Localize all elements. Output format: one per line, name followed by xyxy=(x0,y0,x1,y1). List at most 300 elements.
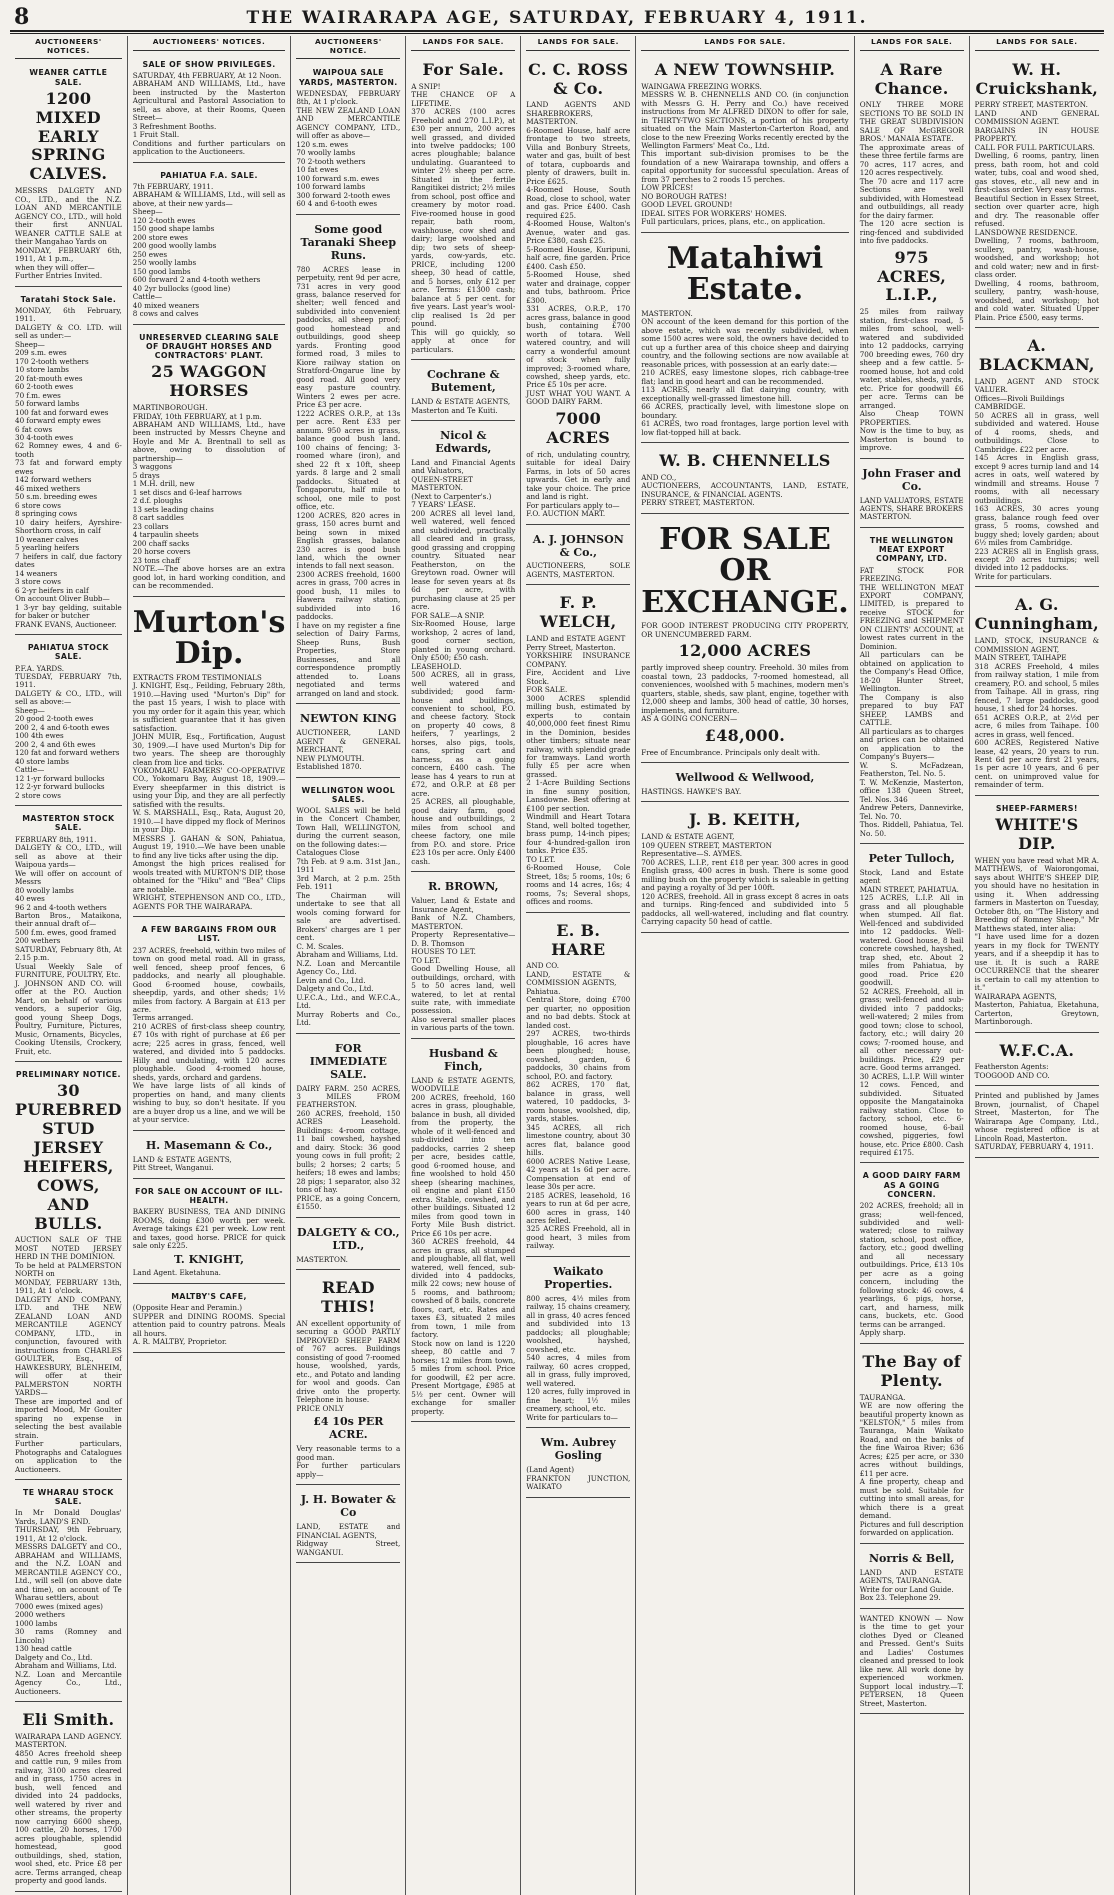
ad-text: Write for our Land Guide. xyxy=(859,1584,954,1594)
ad-text: LAND, ESTATE and FINANCIAL AGENTS, xyxy=(296,1522,401,1540)
ad-text: MONDAY, FEBRUARY 6th, 1911, At 1 p.m., xyxy=(15,245,122,264)
ad-text: Established 1870. xyxy=(296,762,362,772)
ad-feature: T. KNIGHT, xyxy=(174,1252,244,1266)
ad-text: Dwelling, 4 rooms, bathroom, scullery, pantry, wash-house, woodshed, and workshop; hot and cold water. Situated Upper Plain. Price £500, easy terms. xyxy=(974,278,1099,322)
ad-text: LAND AND ESTATE AGENTS, TAURANGA. xyxy=(859,1567,964,1586)
ad-name: Some good Taranaki Sheep Runs. xyxy=(300,222,397,262)
ad-text: 6-Roomed House, half acre frontage to two streets, Villa and Bonbury Streets, water and gas, built of best of totara, cupboards and plenty of drawers, built in. Price £625. xyxy=(526,125,631,186)
ad-text: Also several smaller places in various parts of the town. xyxy=(411,1014,516,1033)
ad-text: 3 waggons xyxy=(132,462,172,472)
advertisement xyxy=(133,328,286,597)
ad-text: 1 3-yr bay gelding, suitable for baker or butcher xyxy=(15,602,122,621)
advertisement xyxy=(860,531,964,844)
ad-text: BAKERY BUSINESS, TEA AND DINING ROOMS, doing £300 worth per week. Average takings £21 per week. Low rent and taxes, good horse. PRICE for quick sale only £225. xyxy=(132,1207,286,1251)
ad-text: To be held at PALMERSTON NORTH on xyxy=(15,1260,122,1279)
ad-text: 1222 ACRES O.R.P., at 13s per acre. Rent £33 per annum. 950 acres in grass, balance good bush land. 100 chains of fencing; 3-roomed whare (iron), and shed 22 ft x 10ft, sheep yards. 8 large and 2 small paddocks. Situated at Tongaporutu, half mile to school, one mile to post office, etc. xyxy=(296,408,401,512)
ad-text: Conditions and further particulars on application to the Auctioneers. xyxy=(132,138,286,157)
ad-display-title: FOR SALE OR EXCHANGE. xyxy=(641,521,849,620)
ad-text: 30 ACRES, L.I.P. Will winter 12 cows. Fenced, and subdivided. Situated opposite the Mangatainoka railway station. Close to factory, school, etc. 6-roomed house, 6-bail cowshed, piggeries, fowl house, etc. Price £800. Cash required £175. xyxy=(859,1071,964,1157)
ad-text: 325 ACRES Freehold, all in good heart, 3 miles from railway. xyxy=(526,1224,631,1251)
ad-text: Windmill and Heart Totara Stand, well bolted together, brass pump, 14-inch pipes; four 4-hundred-gallon iron tanks. Price £35. xyxy=(526,812,631,856)
advertisement xyxy=(526,1260,630,1428)
ad-text: 7000 ewes (mixed ages) xyxy=(15,1601,103,1611)
ad-name: Cochrane & Butement, xyxy=(427,368,500,395)
ad-title: W.F.C.A. xyxy=(999,1040,1075,1060)
ad-heading: MALTBY'S CAFE, xyxy=(171,1291,247,1301)
ad-text: WANTED KNOWN — Now is the time to get your clothes Dyed or Cleaned and Pressed. Gent's Suits and Ladies' Costumes cleaned and pressed to look like new. All work done by experienced workmen. Support local industry.—T. PETERSEN, 18 Queen Street, Masterton. xyxy=(859,1613,964,1708)
column-header: LANDS FOR SALE. xyxy=(411,36,515,51)
ad-text: Write for particulars to— xyxy=(526,1412,618,1422)
advertisement xyxy=(133,600,286,918)
ad-text: In Mr Donald Douglas' Yards, LAND'S END. xyxy=(15,1508,122,1526)
advertisement xyxy=(975,331,1099,587)
ad-text: WAIRARAPA LAND AGENCY. MASTERTON. xyxy=(15,1731,122,1750)
ad-text: FRIDAY, 10th FEBRUARY, at 1 p.m. xyxy=(132,411,262,421)
ad-text: 300 forward 2-tooth ewes xyxy=(296,190,391,200)
ad-text: Stock now on land is 1220 sheep, 80 cattle and 7 horses; 12 miles from town, 5 miles from school. Price for goodwill, £2 per acre. Present Mortgage, £985 at 5½ per cent. Owner will exchange for smaller property. xyxy=(411,1338,516,1416)
ad-text: (Next to Carpenter's.) xyxy=(411,491,492,501)
ad-text: SATURDAY, February 8th, At 2.15 p.m. xyxy=(15,944,122,963)
masthead-rule-thin xyxy=(10,33,1104,34)
ad-text: 250 woolly lambs xyxy=(132,258,197,268)
ad-text: PERRY STREET, MASTERTON. xyxy=(974,100,1088,110)
ad-text: FRANK EVANS, Auctioneer. xyxy=(15,619,117,629)
ad-text: 50 forward lambs xyxy=(15,399,80,409)
ad-title: For Sale. xyxy=(422,59,505,79)
ad-text: 6000 ACRES Native Lease, 42 years at 1s 6d per acre. Compensation at end of lease 30s per acre. xyxy=(526,1156,631,1192)
ad-text: Land and Financial Agents and Valuators, xyxy=(411,457,516,476)
ad-text: 40 2yr bullocks (good line) xyxy=(132,283,231,293)
ad-text: WAIRARAPA AGENTS, xyxy=(974,991,1057,1001)
newspaper-title: THE WAIRARAPA AGE, SATURDAY, FEBRUARY 4, 1911. xyxy=(246,8,868,28)
ad-title: W. B. CHENNELLS xyxy=(659,451,831,471)
ad-heading: PAHIATUA STOCK SALE. xyxy=(27,643,109,662)
advertisement xyxy=(296,63,400,214)
ad-text: 60 2-tooth ewes xyxy=(15,382,74,392)
ad-text: FOR SALE—A SNIP. xyxy=(411,610,485,620)
ad-text: WRIGHT, STEPHENSON AND CO., LTD., AGENTS FOR THE WAIRARAPA. xyxy=(132,893,286,911)
ad-text: 60 4 and 6-tooth ewes xyxy=(296,199,378,209)
ad-text: 30 rams (Romney and Lincoln) xyxy=(15,1627,122,1645)
advertisement xyxy=(296,1273,400,1485)
ad-text: DAIRY FARM. 250 ACRES, 3 MILES FROM FEATHERSTON. xyxy=(296,1083,401,1110)
ad-text: 5-Roomed House, shed water and drainage, copper and tubs, bathroom. Price £300. xyxy=(526,270,631,305)
ad-text: ONLY THREE MORE SECTIONS TO BE SOLD IN THE GREAT SUBDIVISION SALE OF McGREGOR BROS.' MANAIA ESTATE. xyxy=(859,100,964,144)
ad-feature: 975 ACRES, L.I.P., xyxy=(877,247,947,305)
ad-text: YORKSHIRE INSURANCE COMPANY. xyxy=(526,651,631,669)
ad-text: This important sub-division promises to be the foundation of a new Wairarapa township, and offers a capital opportunity for successful speculation. Areas of from 37 perches to 2 roods 15 perches. xyxy=(641,149,849,184)
column-1 xyxy=(10,36,127,1895)
ad-text: LAND AND GENERAL COMMISSION AGENT. xyxy=(974,108,1099,127)
ad-text: JOHN MUIR, Esq., Fortification, August 30, 1909.—I have used Murton's Dip for two years. The sheep are thoroughly clean from lice and ticks. xyxy=(132,732,286,767)
ad-text: MAIN STREET, TAIHAPE xyxy=(974,653,1067,663)
ad-text: 70 2-tooth wethers xyxy=(296,156,366,166)
ad-text: 52 ACRES, Freehold, all in grass; well-fenced and sub-divided into 7 paddocks; well-watered; 2 miles from good town; close to school, factory, etc.; will dairy 20 cows; 7-roomed house, and all other necessary out-buildings. Price, £29 per acre. Good terms arranged. xyxy=(859,986,964,1073)
ad-name: John Fraser and Co. xyxy=(862,466,961,493)
ad-heading: WAIPOUA SALE YARDS, MASTERTON. xyxy=(298,68,398,87)
ad-text: 163 ACRES, 30 acres young grass, balance rough feed over grass, 5 rooms, cowshed and buggy shed; lovely garden; about 6½ miles from Cambridge. xyxy=(974,504,1099,548)
ad-text: WAINGAWA FREEZING WORKS. xyxy=(641,81,762,91)
column-header: LANDS FOR SALE. xyxy=(975,36,1099,51)
ad-text: T. W. McKenzie, Masterton, office 138 Queen Street, Tel. Nos. 346 xyxy=(859,777,964,804)
ad-display-title: Matahiwi Estate. xyxy=(666,240,824,308)
ad-text: DALGETY & CO., LTD., will sell as above:— xyxy=(15,688,122,707)
ad-text: YOKOMARU FARMERS' CO-OPERATIVE CO., Yokomaru Bay, August 18, 1909.—Every sheepfarmer in this district is using your Dip, and they are all perfectly satisfied with the results. xyxy=(132,766,286,809)
ad-text: 40 forward empty ewes xyxy=(15,416,101,426)
ad-text: Cattle— xyxy=(15,765,45,775)
ad-text: WE are now offering the beautiful property known as "KELSTON," 5 miles from Tauranga, Main Waikato Road, and on the banks of the fine Wairoa River; 636 Acres; £25 per acre, or 330 acres without buildings, £11 per acre. xyxy=(859,1401,964,1478)
advertisement xyxy=(296,218,400,705)
ad-text: 3 Refreshment Booths. xyxy=(132,121,217,131)
ad-text: C. M. Scales. xyxy=(296,941,344,951)
ad-text: MESSRS J. GAHAN & SON, Pahiatua, August 19, 1910.—We have been unable to find any live ticks after using the dip. xyxy=(132,833,286,860)
ad-text: 360 ACRES freehold, 44 acres in grass, all stumped and ploughable, all flat, well watered, well fenced, sub-divided into 4 paddocks, milk 22 cows; new house of 5 rooms, and bathroom; cowshed of 8 bails, concrete floors, cart, etc. Rates and taxes £3, situated 2 miles from town, 1 mile from factory. xyxy=(411,1237,516,1340)
ad-text: Pictures and full description forwarded on application. xyxy=(859,1519,964,1538)
ad-text: LOW PRICES! xyxy=(641,183,694,193)
ad-heading: SALE OF SHOW PRIVILEGES. xyxy=(142,59,276,69)
ad-text: LAND & ESTATE AGENTS, WOODVILLE xyxy=(411,1075,516,1094)
ad-name: H. Masemann & Co., xyxy=(145,1138,273,1152)
ad-text: 200 ACRES all level land, well watered, well fenced and subdivided, practically all cleared and in grass, good grassing and cropping country. Situated near Featherston, on the Greytown road. Owner will lease for seven years at 8s 6d per acre, with purchasing clause at 25 per acre. xyxy=(411,508,516,612)
ad-text: Dalgety and Co., Ltd. xyxy=(15,1652,93,1662)
ad-text: CALL FOR FULL PARTICULARS. xyxy=(974,142,1095,152)
ad-text: Also Cheap TOWN PROPERTIES. xyxy=(859,409,964,427)
ad-name: Nicol & Edwards, xyxy=(435,429,492,455)
ad-text: 345 ACRES, all rich limestone country, about 30 acres flat, balance good hills. xyxy=(526,1122,631,1158)
ad-text: J. KNIGHT, Esq., Feilding, February 28th, 1910.—Having used "Murton's Dip" for the past 15 years, I wish to place with you my order for it again this year, which is sufficient guarantee that it has given satisfaction. xyxy=(132,681,286,733)
ad-text: 862 ACRES, 170 flat, balance in grass, well watered, 10 paddocks, 3-room house, woolshed, dip, yards, stables. xyxy=(526,1080,631,1124)
ad-text: LAND & ESTATE AGENTS, xyxy=(411,397,511,407)
ad-text: (Opposite Hear and Peramin.) xyxy=(132,1303,243,1313)
ad-text: MESSRS DALGETY and CO., ABRAHAM and WILLIAMS, and the N.Z. LOAN and MERCANTILE AGENCY CO., Ltd., will sell (on above date and time), on account of Te Wharau settlers, about xyxy=(15,1542,122,1603)
ad-text: The 120 acre section is ring-fenced and subdivided into five paddocks. xyxy=(859,219,964,246)
advertisement xyxy=(133,1134,286,1179)
ad-display-title: Murton's Dip. xyxy=(132,604,286,672)
ad-text: U.F.C.A., Ltd., and W.F.C.A., Ltd. xyxy=(296,992,401,1011)
ad-text: AND CO., xyxy=(641,472,677,482)
ad-text: Pahiatua. xyxy=(526,986,561,996)
ad-name: NEWTON KING xyxy=(300,712,397,726)
ad-text: Andrew Peters, Dannevirke, Tel. No. 70. xyxy=(859,803,964,821)
ad-text: 12 1-yr forward bullocks xyxy=(15,773,105,783)
ad-text: The 70 acre and 117 acre Sections are well subdivided, with Homestead and outbuildings, all ready for the dairy farmer. xyxy=(859,176,964,220)
ad-text: Valuer, Land & Estate and Insurance Agent, xyxy=(411,896,516,914)
ad-text: 202 ACRES, freehold; all in grass; well-fenced, subdivided and well-watered; close to railway station, school, post office, factory, etc.; good dwelling and all necessary outbuildings. Price, £13 10s per acre as a going concern, including the following stock: 46 cows, 4 yearlings, 6 pigs, horse, cart, and harness, milk cans, buckets, etc. Good terms can be arranged. xyxy=(859,1201,964,1329)
ad-text: 6-Roomed House, Cole Street, 18s; 5 rooms, 10s; 6 rooms and 14 acres, 16s; 4 rooms, 7s; Several shops, offices and rooms. xyxy=(526,863,631,907)
masthead-rule xyxy=(10,30,1104,32)
ad-text: 200 2, 4 and 6th ewes xyxy=(15,739,96,749)
ad-text: 780 ACRES lease in perpetuity, rent 9d per acre, 731 acres in very good grass, balance reserved for shelter; well fenced and subdivided into convenient paddocks, all sheep proof; good homestead and outbuildings, good sheep yards. Fronting good formed road, 3 miles to Kiore railway station on Stratford-Ongarue line by good road. All good very easy pasture country. Winters 2 ewes per acre. Price £3 per acre. xyxy=(296,264,401,410)
ad-text: Abraham and Williams, Ltd. xyxy=(296,950,399,960)
ad-name: DALGETY & CO., LTD., xyxy=(297,1225,400,1252)
ad-text: 120 s.m. ewes xyxy=(296,139,349,149)
ad-text: Land Agent. Eketahuna. xyxy=(132,1268,221,1278)
ad-text: 7th Feb. at 9 a.m. 31st Jan., 1911 xyxy=(296,856,401,875)
ad-text: Write for particulars. xyxy=(974,571,1052,581)
ad-text: 70 woolly lambs xyxy=(296,148,356,158)
advertisement xyxy=(860,462,964,528)
ad-text: Bank of N.Z. Chambers, MASTERTON. xyxy=(411,913,516,931)
ad-text: 70 f.m. ewes xyxy=(15,390,61,400)
ad-text: 200 ACRES, freehold, 160 acres in grass, ploughable, balance in bush, all divided from the property, the whole of it well-fenced and sub-divided into ten paddocks, carries 2 sheep per acre, besides cattle, good 6-roomed house, and fine woolshed to hold 450 sheep (shearing machines, oil engine and plant £150 extra. Stable, cowshed, and other buildings. Situated 12 miles from good town in Forty Mile Bush district. Price £6 10s per acre. xyxy=(411,1092,516,1238)
ad-text: Further particulars, Photographs and Catalogues on application to the Auctioneers. xyxy=(15,1439,122,1474)
column-4 xyxy=(405,36,520,1895)
ad-text: SATURDAY, 4th FEBRUARY, At 12 Noon. xyxy=(132,70,282,80)
ad-text: NEW PLYMOUTH. xyxy=(296,753,365,763)
ad-text: "I have used lime for a dozen years in my flock for TWENTY years, and if a sheepdip it has to use it. It is such a RARE OCCURRENCE that the shearer is certain to call my attention to it." xyxy=(974,932,1099,993)
ad-text: 4-Roomed House, South Road, close to school, water and gas. Price £400. Cash required £25. xyxy=(526,185,631,220)
ad-text: Masterton, Pahiatua, Eketahuna, Carterton, Greytown, Martinborough. xyxy=(974,1000,1099,1027)
ad-title: 30 PUREBRED STUD JERSEY HEIFERS, COWS, AND BULLS. xyxy=(15,1081,122,1233)
ad-text: HASTINGS. HAWKE'S BAY. xyxy=(641,786,742,796)
advertisement xyxy=(860,1547,964,1609)
ad-text: Perry Street, Masterton. xyxy=(526,642,616,652)
ad-text: MASTERTON. xyxy=(859,512,912,522)
ad-text: TO LET. xyxy=(526,854,556,864)
advertisement xyxy=(526,588,630,912)
ad-text: Good Dwelling House, all outbuildings, orchard, with 5 to 50 acres land, well watered, to let at rental suite rate, with immediate possession. xyxy=(411,964,516,1016)
ad-text: 318 ACRES Freehold, 4 miles from railway station, 1 mile from creamery, P.O. and school, 5 miles from Taihape. All in grass, ring fenced, 7 large paddocks, good house, 1 shed for 24 horses. xyxy=(974,661,1099,714)
ad-text: 142 forward wethers xyxy=(15,475,92,485)
ad-title: A Rare Chance. xyxy=(874,59,949,98)
ad-text: 20 fat-mouth ewes xyxy=(15,373,83,383)
ad-title: C. C. ROSS & Co. xyxy=(528,59,629,98)
ad-text: 2 d.f. ploughs xyxy=(132,496,183,506)
ad-text: DALGETY & CO., LTD., will sell as above at their Waipoua yards— xyxy=(15,843,122,870)
ad-text: We have large lists of all kinds of properties on hand, and many clients wishing to buy, so don't hesitate. If you are a buyer drop us a line, and we will be at your service. xyxy=(132,1081,286,1125)
ad-text: 250 ewes xyxy=(132,249,168,259)
ad-text: FOR GOOD INTEREST PRODUCING CITY PROPERTY, OR UNENCUMBERED FARM. xyxy=(641,621,849,639)
ad-text: THE WELLINGTON MEAT EXPORT COMPANY, LIMITED, is prepared to receive STOCK for FREEZING and SHIPMENT ON CLIENTS' ACCOUNT, at lowest rates current in the Dominion. xyxy=(859,582,964,651)
ad-text: Apply sharp. xyxy=(859,1328,906,1338)
ad-text: 66 ACRES, practically level, with limestone slope on boundary. xyxy=(641,402,849,420)
ad-text: Sheep— xyxy=(132,207,163,217)
ad-text: THURSDAY, 9th February, 1911, At 12 o'clock. xyxy=(15,1525,122,1543)
ad-text: 4850 Acres freehold sheep and cattle run, 9 miles from railway, 3100 acres cleared and in grass, 1750 acres in bush, well fenced and divided into 24 paddocks, well watered by river and other streams, the property now carrying 6600 sheep, 100 cattle, 20 horses, 1700 acres ploughable, splendid homestead, good outbuildings, shed, station, wool shed, etc. Price £8 per acre. Terms arranged, cheap property and good lands. xyxy=(15,1748,122,1886)
ad-text: 50 ACRES all in grass, well subdivided and watered. House of 4 rooms, sheds, and outbuildings. Close to Cambridge. £22 per acre. xyxy=(974,410,1099,454)
ad-text: Usual Weekly Sale of FURNITURE, POULTRY, Etc. xyxy=(15,961,122,980)
ad-text: LAND AGENT AND STOCK VALUER. xyxy=(974,376,1099,395)
ad-price: £48,000. xyxy=(704,725,786,745)
ad-text: 100 4th ewes xyxy=(15,731,64,741)
ad-text: FAT STOCK FOR FREEZING. xyxy=(859,565,964,584)
ad-text: All particulars as to charges and prices can be obtained on application to the Company's Buyers— xyxy=(859,726,964,762)
ad-text: Pitt Street, Wanganui. xyxy=(132,1163,214,1173)
ad-text: 145 Acres in English grass, except 9 acres turnip land and 14 acres in oats, well watered by windmill and streams. House 7 rooms, with all necessary outbuildings. xyxy=(974,453,1099,505)
ad-name: Husband & Finch, xyxy=(428,1046,498,1073)
ad-text: MASTERTON. xyxy=(296,1254,348,1264)
ad-text: AND CO. xyxy=(526,961,560,971)
ad-text: Stock, Land and Estate agent xyxy=(859,868,964,886)
ad-text: MAIN STREET, PAHIATUA. xyxy=(859,884,959,894)
ad-text: All particulars can be obtained on application to the Company's Head Office, 18-20 Hunter Street, Wellington. xyxy=(859,650,964,694)
ad-text: 5 yearling heifers xyxy=(15,543,80,553)
ad-text: 600 ACRES, Registered Native lease, 42 years, 20 years to run. Rent 6d per acre first 21 years, 1s per acre 10 years, and 6 per cent. on unimproved value for remainder of term. xyxy=(974,738,1099,790)
ad-heading: WEANER CATTLE SALE. xyxy=(29,68,108,87)
ad-text: ABRAHAM AND WILLIAMS, Ltd., have been instructed by the Masterton Agricultural and Pastoral Association to sell, as above, at their Rooms, Queen Street— xyxy=(132,79,286,123)
ad-title: A NEW TOWNSHIP. xyxy=(654,59,836,79)
ad-text: Thos. Riddell, Pahiatua, Tel. No. 50. xyxy=(859,820,964,838)
ad-text: 3000 ACRES splendid milling bush, estimated by experts to contain 40,000,000 feet finest Rimu in the Dominion, besides other timbers; situate near railway, with splendid grade for tramways. Land worth fully £5 per acre when grassed. xyxy=(526,693,631,779)
ad-text: 5-Roomed House, Kuripuni, half acre, fine garden. Price £400. Cash £50. xyxy=(526,244,631,271)
ad-text: AUCTIONEER, LAND AGENT & GENERAL MERCHANT, xyxy=(296,728,401,755)
ad-text: The Chairman will undertake to see that all wools coming forward for sale are advertised. Brokers' charges are 1 per cent. xyxy=(296,890,401,943)
ad-text: MARTINBOROUGH. xyxy=(132,403,208,413)
ad-text: These are imported and of imported Mood, Mr Goulter sparing no expense in selecting the best available strain. xyxy=(15,1396,122,1440)
ad-text: 700 ACRES, L.I.P., rent £18 per year. 300 acres in good English grass, 400 acres in bush. There is some good milling bush on the property which is saleable in getting and paying a royalty of 3d per 100ft. xyxy=(641,857,849,893)
advertisement xyxy=(975,1089,1099,1157)
ad-text: FRANKTON JUNCTION, WAIKATO xyxy=(526,1473,631,1492)
ad-text: LAND and ESTATE AGENT xyxy=(526,634,626,644)
ad-text: SUPPER and DINING ROOMS. Special attention paid to country patrons. Meals all hours. xyxy=(132,1311,286,1338)
ad-text: 500 ACRES, all in grass, well watered and subdivided; good farm-house and buildings, convenient to school, P.O. and cheese factory. Stock on property 40 cows, 8 heifers, 7 yearlings, 2 horses, also pigs, tools, cans, spring cart and harness, as a going concern, £400 cash. The lease has 4 years to run at £72, and O.R.P. at £8 per acre. xyxy=(411,670,516,798)
ad-text: 331 ACRES, O.R.P., 170 acres grass, balance in good bush, containing £700 worth of totara. Well watered country, and will carry a wonderful amount of stock when fully improved; 3-roomed whare, cowshed, sheep yards, etc. Price £5 10s per acre. xyxy=(526,304,631,390)
ad-text: 2 1-Acre Building Sections in fine sunny position, Lansdowne. Best offering at £100 per section. xyxy=(526,778,631,813)
ad-name: Waikato Properties. xyxy=(544,1264,613,1291)
ad-text: THE CHANCE OF A LIFETIME. xyxy=(411,90,516,108)
ad-text: 25 miles from railway station, first-class road, 5 miles from school, well-watered and subdivided into 12 paddocks, carrying 700 breeding ewes, 760 dry sheep and a few cattle. 5-roomed house, hot and cold water, stables, sheds, yards, etc. Price for goodwill £6 per acre. Terms can be arranged. xyxy=(859,307,964,410)
ad-name: Norris & Bell, xyxy=(868,1551,955,1565)
ad-text: 120 2-tooth ewes xyxy=(132,215,196,225)
ad-text: 40 mixed weaners xyxy=(132,300,200,310)
advertisement xyxy=(15,63,122,286)
ad-title: A. BLACKMAN, xyxy=(978,336,1095,374)
ad-text: 40 ewes xyxy=(15,894,45,904)
ad-text: 1 Fruit Stall. xyxy=(132,130,180,140)
advertisement xyxy=(411,363,515,421)
ad-text: 1 M.H. drill, new xyxy=(132,479,195,489)
ad-text: F.O. AUCTION MART. xyxy=(526,509,606,519)
ad-text: 113 ACRES, nearly all flat dairying country, with exceptionally well-grassed limestone hill. xyxy=(641,385,849,403)
ad-text: PRICE ONLY xyxy=(296,1403,344,1413)
ad-text: 200 2, 4 and 6-tooth ewes xyxy=(15,722,110,732)
ad-text: Six-Roomed House, large workshop, 2 acres of land, good corner section, planted in young orchard. Only £500; £50 cash. xyxy=(411,619,516,663)
ad-heading: SHEEP-FARMERS! xyxy=(995,803,1078,813)
ad-text: Levin and Co., Ltd. xyxy=(296,975,366,985)
ad-name: J. H. Bowater & Co xyxy=(300,1493,396,1520)
ad-text: 150 good lambs xyxy=(132,266,191,276)
ad-text: 1200 ACRES, 820 acres in grass, 150 acres burnt and being sown in mixed English grasses, balance 230 acres is good bush land, which the owner intends to fall next season. xyxy=(296,510,401,571)
ad-text: 10 weaner calves xyxy=(15,534,79,544)
ad-text: MONDAY, 6th February, 1911. xyxy=(15,305,122,324)
ad-text: A SNIP! xyxy=(411,81,441,91)
ad-text: Amongst the high prices realised for wools treated with MURTON'S DIP, those obtained for the "Hiku" and "Bea" Clips are notable. xyxy=(132,859,286,894)
ad-text: Featherston Agents: xyxy=(974,1062,1049,1072)
ad-text: 23 tons chaff xyxy=(132,555,181,565)
ad-text: 7th FEBRUARY, 1911. xyxy=(132,181,214,191)
ad-text: TOOGOOD AND CO. xyxy=(974,1070,1050,1080)
ad-text: 2 store cows xyxy=(15,790,61,800)
ad-text: 46 mixed wethers xyxy=(15,483,81,493)
ad-text: 125 ACRES, L.I.P. All in grass and all ploughable when stumped. All flat. Well-fenced and subdivided into 12 paddocks. Well-watered. Good house, 8 bail concrete cowshed, hayshed, trap shed, etc. About 2 miles from Pahiatua, by good road. Price £20 goodwill. xyxy=(859,893,964,988)
ad-heading: A GOOD DAIRY FARM AS A GOING CONCERN. xyxy=(862,1171,961,1199)
ad-name: R. BROWN, xyxy=(428,880,499,894)
ad-text: Fire, Accident and Live Stock. xyxy=(526,668,631,686)
ad-text: 7 YEARS' LEASE. xyxy=(411,500,476,510)
ad-text: LAND VALUATORS, ESTATE AGENTS, SHARE BROKERS xyxy=(859,495,964,513)
ad-text: 200 chaff sacks xyxy=(132,538,190,548)
ad-text: 5 drays xyxy=(132,470,160,480)
advertisement xyxy=(860,1612,964,1714)
ad-text: Masterton and Te Kuiti. xyxy=(411,405,498,415)
ad-text: 120 fat and forward wethers xyxy=(15,748,120,758)
ad-text: Murray Roberts and Co., Ltd. xyxy=(296,1009,401,1028)
ad-text: Sheep— xyxy=(15,339,45,349)
ad-heading: THE WELLINGTON MEAT EXPORT COMPANY, LTD. xyxy=(869,535,954,564)
advertisement xyxy=(15,638,122,806)
ad-text: 130 head cattle xyxy=(15,1644,72,1654)
ad-text: The approximate areas of these three fertile farms are 70 acres, 117 acres, and 120 acres respectively. xyxy=(859,142,964,178)
ad-text: AUCTIONEERS, ACCOUNTANTS, LAND, ESTATE, INSURANCE, & FINANCIAL AGENTS. xyxy=(641,481,849,499)
ad-text: 10 dairy heifers, Ayrshire-Shorthorn cross, in calf xyxy=(15,517,122,536)
advertisement xyxy=(15,809,122,1062)
ad-text: 7 heifers in calf, due factory dates xyxy=(15,551,122,570)
ad-text: 6 2-yr heifers in calf xyxy=(15,585,89,595)
ad-text: LAND & ESTATE AGENT, xyxy=(641,832,735,842)
ad-text: 8 springing cows xyxy=(15,509,78,519)
advertisement xyxy=(133,55,286,163)
advertisement xyxy=(15,1065,122,1480)
ad-text: 150 good shape lambs xyxy=(132,224,215,234)
ad-text: 210 ACRES of first-class sheep country, £7 10s with right of purchase at £6 per acre; 225 acres in grass, fenced, well watered, and divided into 5 paddocks. Hilly and undulating, with 120 acres ploughable. Good 4-roomed house, sheds, yards, orchard and gardens. xyxy=(132,1021,286,1082)
advertisement xyxy=(975,1036,1099,1087)
advertisement xyxy=(641,805,848,932)
ad-title: A. G. Cunningham, xyxy=(974,595,1100,634)
ad-text: 14 weaners xyxy=(15,568,58,578)
ad-text: partly improved sheep country. Freehold. 30 miles from coastal town, 23 paddocks, 7-roomed homestead, all conveniences, woolshed with 5 machines, modern men's quarters, stable, sheds, saw plant, engine, together with 12,000 sheep and lambs, 300 head of cattle, 30 horses, implements, and furniture. xyxy=(641,663,849,715)
advertisement xyxy=(411,55,515,360)
advertisement xyxy=(133,920,286,1131)
ad-text: 260 ACRES, freehold, 150 ACRES Leasehold. Buildings: 4-room cottage, 11 bail cowshed, hayshed and dairy. Stock: 36 good young cows in full profit; 2 bulls; 2 horses; 2 carts; 5 heifers; 18 ewes and lambs; 28 pigs; 1 separator, also 32 tons of hay. xyxy=(296,1108,401,1195)
ad-text: For further particulars apply— xyxy=(296,1461,401,1479)
ad-heading: MASTERTON STOCK SALE. xyxy=(22,814,115,833)
ad-text: WHEN you have read what MR A. MATTHEWS, of Waiorongomai, says about WHITE'S SHEEP DIP, you should have no hesitation in using it. When addressing farmers in Masterton on Tuesday, October 8th, on "The History and Breeding of Romney Sheep," Mr Matthews stated, inter alia: xyxy=(974,855,1099,933)
ad-text: MONDAY, FEBRUARY 13th, 1911, At 1 o'clock. xyxy=(15,1277,122,1296)
ad-text: DALGETY AND COMPANY, LTD. and THE NEW ZEALAND LOAN AND MERCANTILE AGENCY COMPANY, LTD., in conjunction, favoured with instructions from CHARLES GOULTER, Esq., of HAWKESBURY, BLENHEIM, will offer at their PALMERSTON NORTH YARDS— xyxy=(15,1294,122,1398)
ad-text: Central Store, doing £700 per quarter, no opposition and no bad debts. Stock at landed cost. xyxy=(526,995,631,1030)
advertisement xyxy=(641,446,848,514)
ad-text: 210 ACRES, easy limestone slopes, rich cabbage-tree flat; land in good heart and can be recommended. xyxy=(641,368,849,386)
ad-text: FEBRUARY 8th, 1911. xyxy=(15,834,97,844)
ad-text: Representative—S. AYMES. xyxy=(641,849,743,859)
ad-text: Dwelling, 6 rooms, pantry, linen press, bath room, hot and cold water, tubs, coal and wood shed, gas stoves, etc., all new and in first-class order. Very easy terms. xyxy=(974,151,1099,195)
ad-heading: Taratahi Stock Sale. xyxy=(20,294,117,304)
ad-text: Further Entries Invited. xyxy=(15,271,103,281)
ad-text: of rich, undulating country, suitable for ideal Dairy Farms, in lots of 50 acres upwards. Get in early and take your choice. The price and land is right. xyxy=(526,449,631,502)
advertisement xyxy=(860,55,964,459)
ad-text: A fine property, cheap and must be sold. Suitable for cutting into small areas, for which there is a great demand. xyxy=(859,1477,964,1521)
ad-text: On account Oliver Bubb— xyxy=(15,594,110,604)
ad-text: Cattle— xyxy=(132,292,163,302)
ad-text: Sheep— xyxy=(15,705,45,715)
ad-text: TAURANGA. xyxy=(859,1392,906,1402)
ad-text: Terms arranged. xyxy=(132,1013,194,1023)
ad-text: 10 store lambs xyxy=(15,365,69,375)
ad-text: AN excellent opportunity of securing a GOOD PARTLY IMPROVED SHEEP FARM of 767 acres. Buildings consisting of good 7-roomed house, woolshed, yards, etc., and Potato and landing for wool and goods. Can drive onto the property. Telephone in house. xyxy=(296,1318,401,1405)
ad-text: Catalogues Close xyxy=(296,848,360,858)
ad-text: 13 sets leading chains xyxy=(132,504,214,514)
ad-text: 3rd March, at 2 p.m. 25th Feb. 1911 xyxy=(296,873,401,892)
ad-text: LAND & ESTATE AGENTS, xyxy=(132,1154,232,1164)
ad-text: BARGAINS IN HOUSE PROPERTY. xyxy=(974,125,1099,144)
ad-name: Peter Tulloch, xyxy=(868,852,955,866)
ad-title: 1200 MIXED EARLY SPRING CALVES. xyxy=(29,88,108,184)
ad-text: The Company is also prepared to buy FAT SHEEP, LAMBS and CATTLE. xyxy=(859,692,964,728)
ad-text: MESSRS W. B. CHENNELLS AND CO. (in conjunction with Messrs G. H. Perry and Co.) have received instructions from Mr ALFRED DIXON to offer for sale, in THIRTY-TWO SECTIONS, a portion of his property situated on the Main Masterton-Carterton Road, and close to the new Freezing Works recently erected by the Wellington Farmers' Meat Co., Ltd. xyxy=(641,90,849,150)
ad-text: AS A GOING CONCERN— xyxy=(641,714,738,724)
ad-text: LAND AGENTS AND SHAREBROKERS, MASTERTON. xyxy=(526,100,631,127)
ad-title: J. B. KEITH, xyxy=(689,810,801,830)
